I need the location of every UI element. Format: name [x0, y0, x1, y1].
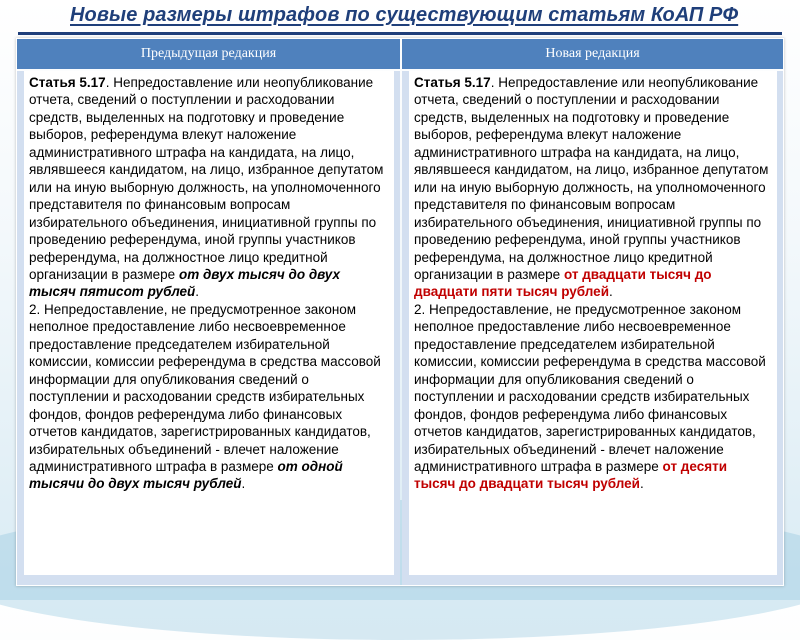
- cell-new-edition: [402, 71, 783, 585]
- article-paragraph-1: . Непредоставление или неопубликование отчета, сведений о поступлении и расходовании средств, выделенных на подготовку и проведение выборов, референдума влекут наложение административного штрафа на кандидата, на лицо, являвшееся кандидатом, на лицо, избранное депутатом или на иную выборную должность, на уполномоченного представителя по финансовым вопросам избирательного объединения, инициативной группы по проведению референдума, иной группы участников референдума, на должностное лицо кредитной организации в размере: [29, 75, 384, 282]
- paragraph-1-end: .: [609, 284, 613, 300]
- fine-amount-2: от одной тысячи до двух тысяч рублей: [29, 458, 343, 492]
- header-new-edition: Новая редакция: [402, 39, 783, 69]
- title-divider: [18, 32, 782, 35]
- page-title: Новые размеры штрафов по существующим статьям КоАП РФ: [70, 4, 739, 26]
- fine-amount-1: от двух тысяч до двух тысяч пятисот рублей: [29, 266, 340, 300]
- article-paragraph-1: . Непредоставление или неопубликование отчета, сведений о поступлении и расходовании средств, выделенных на подготовку и проведение выборов, референдума влекут наложение административного штрафа на кандидата, на лицо, являвшееся кандидатом, на лицо, избранное депутатом или на иную выборную должность, на уполномоченного представителя по финансовым вопросам избирательного объединения, инициативной группы по проведению референдума, иной группы участников референдума, на должностное лицо кредитной организации в размере: [414, 75, 769, 282]
- article-paragraph-2: 2. Непредоставление, не предусмотренное законом неполное предоставление либо несвоевременное предоставление председателем избирательной комиссии, комиссии референдума в средства массовой информации для опубликования сведений о поступлении и расходовании средств избирательных фондов, фондов референдума либо финансовых отчетов кандидатов, зарегистрированных кандидатов, избирательных объединений - влечет наложение административного штрафа в размере: [29, 301, 381, 474]
- header-previous-edition: Предыдущая редакция: [17, 39, 400, 69]
- previous-edition-text: [24, 71, 394, 575]
- cell-previous-edition: [17, 71, 400, 585]
- fine-amount-2: от десяти тысяч до двадцати тысяч рублей: [414, 458, 727, 492]
- article-number: Статья 5.17: [414, 75, 491, 90]
- article-number: Статья 5.17: [29, 75, 106, 90]
- paragraph-1-end: .: [195, 284, 200, 300]
- comparison-table: [16, 38, 784, 586]
- new-edition-text: [409, 71, 777, 575]
- fine-amount-1: от двадцати тысяч до двадцати пяти тысяч рублей: [414, 266, 712, 300]
- paragraph-2-end: .: [241, 476, 246, 492]
- article-paragraph-2: 2. Непредоставление, не предусмотренное законом неполное предоставление либо несвоевременное предоставление председателем избирательной комиссии, комиссии референдума в средства массовой информации для опубликования сведений о поступлении и расходовании средств избирательных фондов, фондов референдума либо финансовых отчетов кандидатов, зарегистрированных кандидатов, избирательных объединений - влечет наложение административного штрафа в размере: [414, 301, 766, 474]
- paragraph-2-end: .: [639, 476, 644, 492]
